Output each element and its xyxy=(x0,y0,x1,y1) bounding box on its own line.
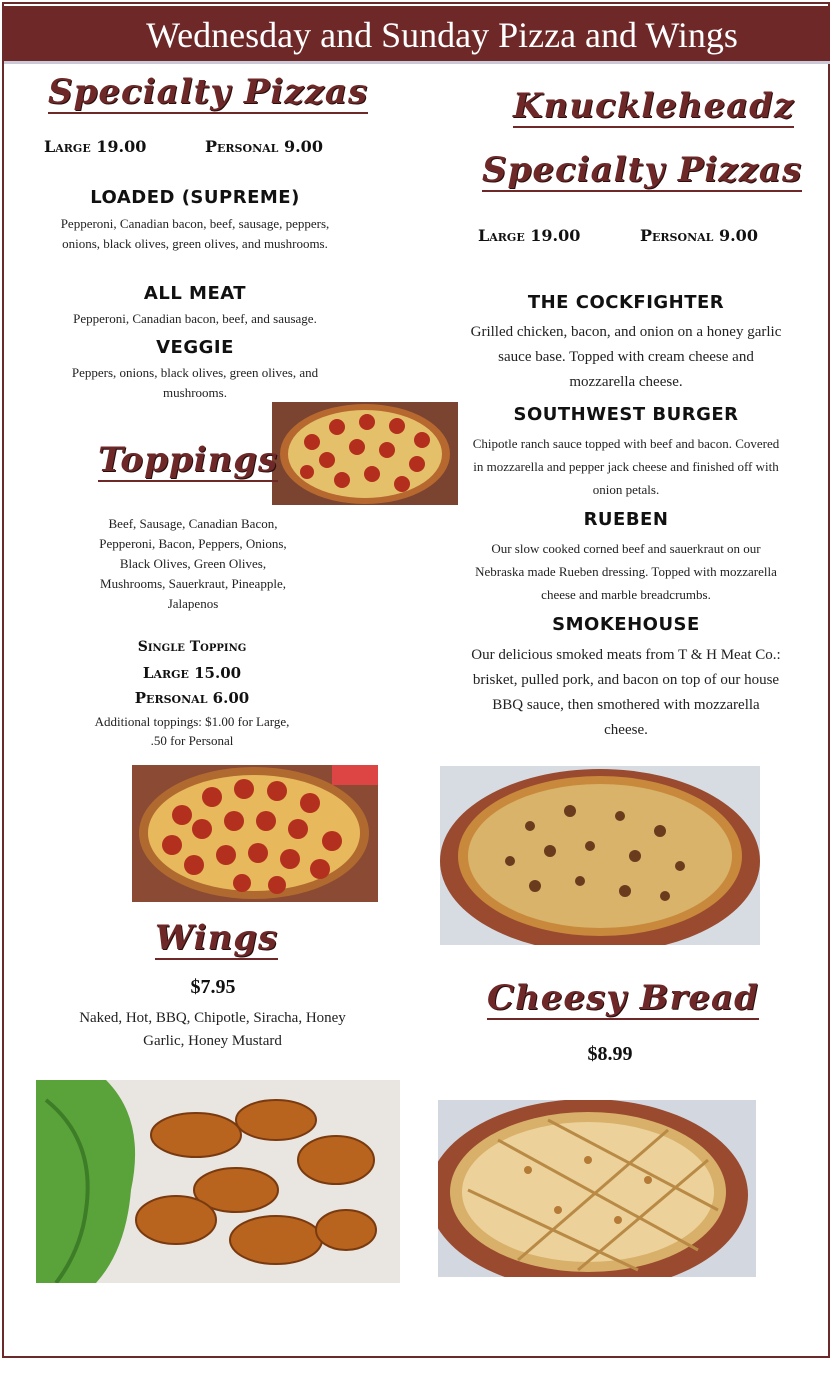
item-loaded-name: LOADED (SUPREME) xyxy=(90,187,300,208)
right-specialty-pizzas-heading: Specialty Pizzas xyxy=(482,150,803,190)
item-veggie-description: Peppers, onions, black olives, green olives, and mushrooms. xyxy=(71,365,319,400)
chicken-wings-photo xyxy=(36,1080,400,1283)
cheesy-bread-photo xyxy=(438,1100,756,1277)
item-smokehouse-name: SMOKEHOUSE xyxy=(552,614,700,635)
right-large-price: Large 19.00 xyxy=(478,226,581,245)
item-loaded-description: Pepperoni, Canadian bacon, beef, sausage, peppers, onions, black olives, green olives, and mushrooms. xyxy=(60,216,330,251)
brand-heading: Knuckleheadz xyxy=(513,86,795,126)
item-cockfighter-name: THE COCKFIGHTER xyxy=(527,292,725,313)
item-southwest-burger-name: SOUTHWEST BURGER xyxy=(513,404,739,425)
item-veggie-name: VEGGIE xyxy=(156,337,234,358)
pepperoni-pizza-photo xyxy=(272,402,458,505)
single-topping-label: Single Topping xyxy=(137,639,247,655)
additional-toppings-note: Additional toppings: $1.00 for Large, .50 for Personal xyxy=(94,714,290,748)
item-all-meat-name: ALL MEAT xyxy=(143,283,247,304)
item-smokehouse-description: Our delicious smoked meats from T & H Meat Co.: brisket, pulled pork, and bacon on top of our house BBQ sauce, then smothered with mozzarella cheese. xyxy=(471,647,781,738)
right-personal-price: Personal 9.00 xyxy=(640,226,758,245)
large-price: Large 19.00 xyxy=(44,137,147,156)
specialty-pizzas-heading: Specialty Pizzas xyxy=(48,72,369,112)
item-cockfighter-description: Grilled chicken, bacon, and onion on a honey garlic sauce base. Topped with cream cheese and mozzarella cheese. xyxy=(470,324,782,390)
toppings-heading: Toppings xyxy=(98,440,279,480)
wings-heading: Wings xyxy=(155,918,279,958)
personal-price: Personal 9.00 xyxy=(205,137,323,156)
wings-price: $7.95 xyxy=(190,976,236,998)
header-banner xyxy=(4,6,830,64)
page-title: Wednesday and Sunday Pizza and Wings xyxy=(146,15,738,55)
pepperoni-pizza-photo-large xyxy=(132,765,378,902)
item-all-meat-description: Pepperoni, Canadian bacon, beef, and sausage. xyxy=(73,311,317,326)
wings-flavors: Naked, Hot, BBQ, Chipotle, Siracha, Honey Garlic, Honey Mustard xyxy=(79,1010,346,1049)
item-southwest-burger-description: Chipotle ranch sauce topped with beef and bacon. Covered in mozzarella and pepper jack cheese and finished off with onion petals. xyxy=(472,436,780,497)
cheesy-bread-heading: Cheesy Bread xyxy=(487,978,759,1018)
item-rueben-name: RUEBEN xyxy=(583,509,669,530)
cheesy-bread-price: $8.99 xyxy=(587,1043,633,1065)
loaded-pizza-photo xyxy=(440,766,760,945)
single-personal-price: Personal 6.00 xyxy=(134,689,250,707)
toppings-list: Beef, Sausage, Canadian Bacon, Pepperoni, Bacon, Peppers, Onions, Black Olives, Green Olives, Mushrooms, Sauerkraut, Pineapple, Jalapenos xyxy=(99,516,287,611)
item-rueben-description: Our slow cooked corned beef and sauerkraut on our Nebraska made Rueben dressing. Topped with mozzarella cheese and marble breadcrumbs. xyxy=(475,541,777,602)
single-large-price: Large 15.00 xyxy=(142,664,242,682)
